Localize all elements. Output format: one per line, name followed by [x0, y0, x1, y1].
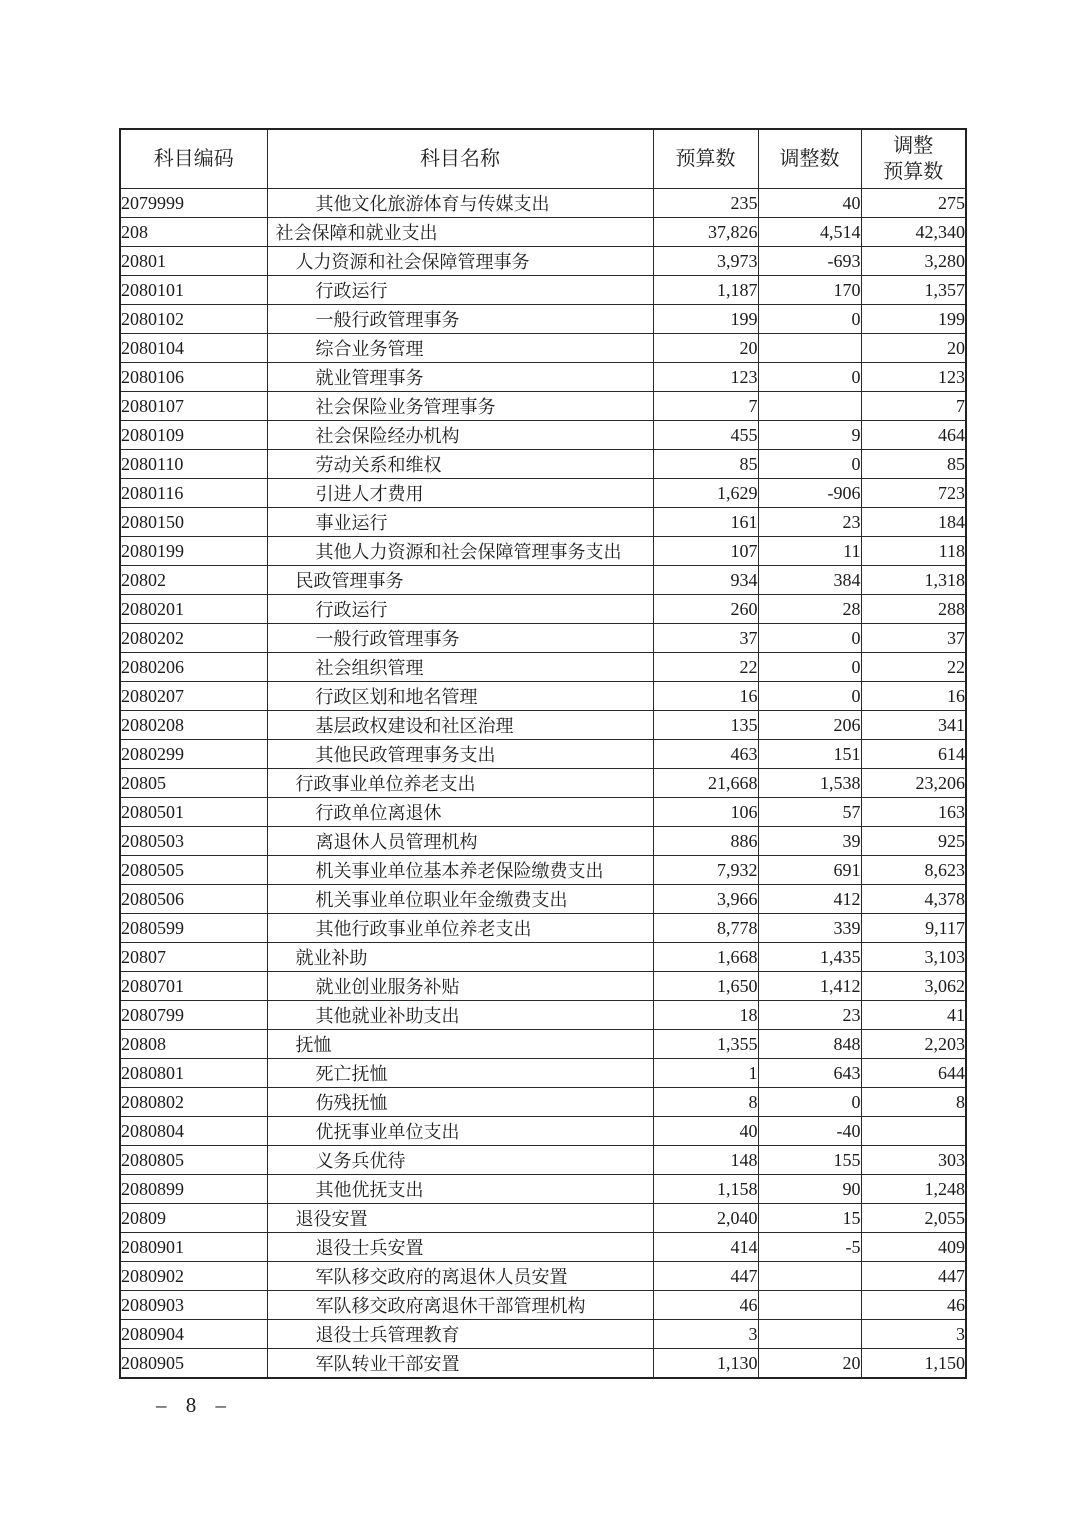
- row-budget-cell: 1,355: [653, 1030, 758, 1059]
- table-row: [120, 247, 966, 276]
- row-adjustment-cell: -40: [758, 1117, 861, 1146]
- row-adjustment-cell: 0: [758, 653, 861, 682]
- row-budget-cell: 199: [653, 305, 758, 334]
- row-adjusted-budget-cell: 3,103: [861, 943, 966, 972]
- row-code-cell: 2080106: [120, 363, 267, 392]
- table-row: [120, 392, 966, 421]
- row-budget-cell: 1,187: [653, 276, 758, 305]
- table-row: [120, 711, 966, 740]
- row-budget-cell: 135: [653, 711, 758, 740]
- row-adjustment-cell: 39: [758, 827, 861, 856]
- row-adjusted-budget-cell: 22: [861, 653, 966, 682]
- row-budget-cell: 414: [653, 1233, 758, 1262]
- row-code-cell: 2080505: [120, 856, 267, 885]
- row-name-cell: 其他文化旅游体育与传媒支出: [267, 189, 653, 218]
- row-adjusted-budget-cell: 8,623: [861, 856, 966, 885]
- table-row: [120, 1117, 966, 1146]
- row-budget-cell: 16: [653, 682, 758, 711]
- row-name-cell: 行政事业单位养老支出: [267, 769, 653, 798]
- row-name-cell: 行政运行: [267, 276, 653, 305]
- row-adjusted-budget-cell: 3,062: [861, 972, 966, 1001]
- row-adjusted-budget-cell: 85: [861, 450, 966, 479]
- row-adjustment-cell: 28: [758, 595, 861, 624]
- row-adjustment-cell: 691: [758, 856, 861, 885]
- row-adjustment-cell: 384: [758, 566, 861, 595]
- table-header-row: [120, 129, 966, 189]
- row-adjustment-cell: 0: [758, 1088, 861, 1117]
- row-budget-cell: 1,650: [653, 972, 758, 1001]
- row-adjusted-budget-cell: 644: [861, 1059, 966, 1088]
- table-row: [120, 1233, 966, 1262]
- row-name-cell: 机关事业单位基本养老保险缴费支出: [267, 856, 653, 885]
- row-name-cell: 社会保险经办机构: [267, 421, 653, 450]
- row-code-cell: 2080109: [120, 421, 267, 450]
- table-row: [120, 276, 966, 305]
- row-adjusted-budget-cell: [861, 1117, 966, 1146]
- row-name-cell: 其他行政事业单位养老支出: [267, 914, 653, 943]
- row-code-cell: 2080299: [120, 740, 267, 769]
- table-row: [120, 1146, 966, 1175]
- row-adjustment-cell: 4,514: [758, 218, 861, 247]
- row-budget-cell: 20: [653, 334, 758, 363]
- row-code-cell: 20802: [120, 566, 267, 595]
- row-code-cell: 2080904: [120, 1320, 267, 1349]
- row-budget-cell: 463: [653, 740, 758, 769]
- row-adjusted-budget-cell: 925: [861, 827, 966, 856]
- row-budget-cell: 1,158: [653, 1175, 758, 1204]
- row-code-cell: 208: [120, 218, 267, 247]
- row-adjustment-cell: 643: [758, 1059, 861, 1088]
- row-adjustment-cell: 20: [758, 1349, 861, 1379]
- table-row: [120, 1088, 966, 1117]
- row-adjustment-cell: -693: [758, 247, 861, 276]
- row-adjustment-cell: [758, 334, 861, 363]
- row-adjustment-cell: 11: [758, 537, 861, 566]
- column-header-budget: 预算数: [653, 129, 758, 189]
- row-adjustment-cell: 0: [758, 682, 861, 711]
- row-name-cell: 退役安置: [267, 1204, 653, 1233]
- row-code-cell: 2080804: [120, 1117, 267, 1146]
- row-name-cell: 就业补助: [267, 943, 653, 972]
- row-adjustment-cell: 0: [758, 624, 861, 653]
- row-code-cell: 2080208: [120, 711, 267, 740]
- row-name-cell: 死亡抚恤: [267, 1059, 653, 1088]
- table-row: [120, 189, 966, 218]
- row-adjustment-cell: [758, 1320, 861, 1349]
- row-name-cell: 社会组织管理: [267, 653, 653, 682]
- row-adjusted-budget-cell: 118: [861, 537, 966, 566]
- row-adjustment-cell: 170: [758, 276, 861, 305]
- row-budget-cell: 886: [653, 827, 758, 856]
- table-row: [120, 305, 966, 334]
- row-budget-cell: 8: [653, 1088, 758, 1117]
- column-header-name: 科目名称: [267, 129, 653, 189]
- row-code-cell: 2080110: [120, 450, 267, 479]
- row-name-cell: 就业创业服务补贴: [267, 972, 653, 1001]
- row-code-cell: 2079999: [120, 189, 267, 218]
- row-adjusted-budget-cell: 37: [861, 624, 966, 653]
- row-code-cell: 2080101: [120, 276, 267, 305]
- row-adjusted-budget-cell: 464: [861, 421, 966, 450]
- table-header: [120, 129, 966, 189]
- row-budget-cell: 235: [653, 189, 758, 218]
- row-adjusted-budget-cell: 3,280: [861, 247, 966, 276]
- row-code-cell: 20807: [120, 943, 267, 972]
- row-budget-cell: 40: [653, 1117, 758, 1146]
- row-name-cell: 社会保障和就业支出: [267, 218, 653, 247]
- row-adjusted-budget-cell: 341: [861, 711, 966, 740]
- row-budget-cell: 85: [653, 450, 758, 479]
- row-adjustment-cell: 9: [758, 421, 861, 450]
- row-name-cell: 退役士兵安置: [267, 1233, 653, 1262]
- table-row: [120, 450, 966, 479]
- table-row: [120, 421, 966, 450]
- row-adjusted-budget-cell: 23,206: [861, 769, 966, 798]
- row-budget-cell: 18: [653, 1001, 758, 1030]
- row-adjusted-budget-cell: 1,150: [861, 1349, 966, 1379]
- table-row: [120, 914, 966, 943]
- row-adjustment-cell: 1,538: [758, 769, 861, 798]
- row-code-cell: 2080599: [120, 914, 267, 943]
- row-adjusted-budget-cell: 4,378: [861, 885, 966, 914]
- row-code-cell: 2080905: [120, 1349, 267, 1379]
- row-name-cell: 就业管理事务: [267, 363, 653, 392]
- row-code-cell: 2080206: [120, 653, 267, 682]
- row-adjusted-budget-cell: 184: [861, 508, 966, 537]
- table-body: [120, 189, 966, 1379]
- row-code-cell: 2080901: [120, 1233, 267, 1262]
- row-budget-cell: 46: [653, 1291, 758, 1320]
- row-budget-cell: 148: [653, 1146, 758, 1175]
- row-code-cell: 2080903: [120, 1291, 267, 1320]
- table-row: [120, 1291, 966, 1320]
- table-row: [120, 798, 966, 827]
- table-row: [120, 1059, 966, 1088]
- table-row: [120, 537, 966, 566]
- row-name-cell: 综合业务管理: [267, 334, 653, 363]
- row-name-cell: 退役士兵管理教育: [267, 1320, 653, 1349]
- row-code-cell: 2080799: [120, 1001, 267, 1030]
- table-row: [120, 1349, 966, 1379]
- row-budget-cell: 22: [653, 653, 758, 682]
- row-budget-cell: 37: [653, 624, 758, 653]
- row-name-cell: 一般行政管理事务: [267, 624, 653, 653]
- row-adjustment-cell: [758, 392, 861, 421]
- row-adjusted-budget-cell: 16: [861, 682, 966, 711]
- row-budget-cell: 1,130: [653, 1349, 758, 1379]
- row-name-cell: 民政管理事务: [267, 566, 653, 595]
- row-budget-cell: 3,966: [653, 885, 758, 914]
- row-adjusted-budget-cell: 20: [861, 334, 966, 363]
- row-budget-cell: 21,668: [653, 769, 758, 798]
- row-name-cell: 行政区划和地名管理: [267, 682, 653, 711]
- row-code-cell: 2080201: [120, 595, 267, 624]
- row-name-cell: 优抚事业单位支出: [267, 1117, 653, 1146]
- row-adjustment-cell: 90: [758, 1175, 861, 1204]
- row-adjusted-budget-cell: 163: [861, 798, 966, 827]
- table-row: [120, 363, 966, 392]
- table-row: [120, 943, 966, 972]
- row-adjustment-cell: 0: [758, 363, 861, 392]
- row-adjusted-budget-cell: 2,055: [861, 1204, 966, 1233]
- row-name-cell: 其他优抚支出: [267, 1175, 653, 1204]
- row-code-cell: 2080902: [120, 1262, 267, 1291]
- row-code-cell: 2080202: [120, 624, 267, 653]
- row-budget-cell: 161: [653, 508, 758, 537]
- row-adjusted-budget-cell: 275: [861, 189, 966, 218]
- row-name-cell: 劳动关系和维权: [267, 450, 653, 479]
- row-name-cell: 抚恤: [267, 1030, 653, 1059]
- row-adjustment-cell: 15: [758, 1204, 861, 1233]
- row-adjusted-budget-cell: 9,117: [861, 914, 966, 943]
- column-header-adjustment: 调整数: [758, 129, 861, 189]
- row-adjusted-budget-cell: 42,340: [861, 218, 966, 247]
- row-name-cell: 行政运行: [267, 595, 653, 624]
- row-adjusted-budget-cell: 723: [861, 479, 966, 508]
- row-code-cell: 2080506: [120, 885, 267, 914]
- row-code-cell: 2080701: [120, 972, 267, 1001]
- row-adjustment-cell: 1,412: [758, 972, 861, 1001]
- table-row: [120, 595, 966, 624]
- row-budget-cell: 123: [653, 363, 758, 392]
- row-adjusted-budget-cell: 199: [861, 305, 966, 334]
- row-code-cell: 2080801: [120, 1059, 267, 1088]
- table-row: [120, 856, 966, 885]
- row-adjusted-budget-cell: 7: [861, 392, 966, 421]
- row-code-cell: 2080805: [120, 1146, 267, 1175]
- table-row: [120, 566, 966, 595]
- row-budget-cell: 1: [653, 1059, 758, 1088]
- row-name-cell: 其他就业补助支出: [267, 1001, 653, 1030]
- row-adjusted-budget-cell: 288: [861, 595, 966, 624]
- row-code-cell: 2080150: [120, 508, 267, 537]
- table-row: [120, 508, 966, 537]
- column-header-adjusted-budget-line2: 预算数: [883, 161, 944, 183]
- row-budget-cell: 107: [653, 537, 758, 566]
- row-adjusted-budget-cell: 46: [861, 1291, 966, 1320]
- row-name-cell: 一般行政管理事务: [267, 305, 653, 334]
- row-code-cell: 20801: [120, 247, 267, 276]
- row-adjusted-budget-cell: 303: [861, 1146, 966, 1175]
- column-header-code: 科目编码: [120, 129, 267, 189]
- table-row: [120, 1320, 966, 1349]
- table-row: [120, 1204, 966, 1233]
- table-row: [120, 334, 966, 363]
- row-adjusted-budget-cell: 41: [861, 1001, 966, 1030]
- row-adjusted-budget-cell: 8: [861, 1088, 966, 1117]
- row-budget-cell: 8,778: [653, 914, 758, 943]
- row-budget-cell: 3,973: [653, 247, 758, 276]
- row-name-cell: 行政单位离退休: [267, 798, 653, 827]
- row-adjustment-cell: 0: [758, 305, 861, 334]
- table-row: [120, 972, 966, 1001]
- row-name-cell: 社会保险业务管理事务: [267, 392, 653, 421]
- table-row: [120, 653, 966, 682]
- row-name-cell: 军队移交政府离退休干部管理机构: [267, 1291, 653, 1320]
- budget-table: [119, 128, 967, 1379]
- row-name-cell: 事业运行: [267, 508, 653, 537]
- column-header-adjusted-budget-line1: 调整: [893, 135, 934, 157]
- row-adjusted-budget-cell: 409: [861, 1233, 966, 1262]
- table-row: [120, 885, 966, 914]
- row-name-cell: 引进人才费用: [267, 479, 653, 508]
- row-adjustment-cell: 40: [758, 189, 861, 218]
- row-adjustment-cell: 848: [758, 1030, 861, 1059]
- table-row: [120, 769, 966, 798]
- table-row: [120, 682, 966, 711]
- table-row: [120, 218, 966, 247]
- row-code-cell: 2080107: [120, 392, 267, 421]
- row-budget-cell: 1,668: [653, 943, 758, 972]
- row-adjusted-budget-cell: 123: [861, 363, 966, 392]
- row-name-cell: 人力资源和社会保障管理事务: [267, 247, 653, 276]
- row-adjustment-cell: -5: [758, 1233, 861, 1262]
- row-budget-cell: 7,932: [653, 856, 758, 885]
- row-budget-cell: 447: [653, 1262, 758, 1291]
- row-code-cell: 2080102: [120, 305, 267, 334]
- row-budget-cell: 455: [653, 421, 758, 450]
- row-code-cell: 20808: [120, 1030, 267, 1059]
- row-name-cell: 义务兵优待: [267, 1146, 653, 1175]
- row-code-cell: 2080104: [120, 334, 267, 363]
- row-budget-cell: 1,629: [653, 479, 758, 508]
- row-adjustment-cell: 23: [758, 508, 861, 537]
- row-budget-cell: 7: [653, 392, 758, 421]
- table-row: [120, 827, 966, 856]
- row-code-cell: 2080199: [120, 537, 267, 566]
- footer-page-number: – 8 –: [156, 1393, 228, 1417]
- table-row: [120, 740, 966, 769]
- row-adjusted-budget-cell: 1,318: [861, 566, 966, 595]
- row-adjustment-cell: 57: [758, 798, 861, 827]
- row-adjustment-cell: [758, 1291, 861, 1320]
- row-code-cell: 20809: [120, 1204, 267, 1233]
- row-name-cell: 军队移交政府的离退休人员安置: [267, 1262, 653, 1291]
- row-adjusted-budget-cell: 2,203: [861, 1030, 966, 1059]
- table-row: [120, 624, 966, 653]
- table-row: [120, 1175, 966, 1204]
- table-row: [120, 479, 966, 508]
- table-row: [120, 1001, 966, 1030]
- row-name-cell: 伤残抚恤: [267, 1088, 653, 1117]
- row-adjustment-cell: 412: [758, 885, 861, 914]
- row-code-cell: 2080501: [120, 798, 267, 827]
- table-row: [120, 1262, 966, 1291]
- row-code-cell: 2080116: [120, 479, 267, 508]
- row-name-cell: 离退休人员管理机构: [267, 827, 653, 856]
- row-name-cell: 军队转业干部安置: [267, 1349, 653, 1379]
- row-name-cell: 机关事业单位职业年金缴费支出: [267, 885, 653, 914]
- row-budget-cell: 37,826: [653, 218, 758, 247]
- row-adjustment-cell: [758, 1262, 861, 1291]
- row-adjustment-cell: 23: [758, 1001, 861, 1030]
- row-adjustment-cell: 151: [758, 740, 861, 769]
- row-budget-cell: 934: [653, 566, 758, 595]
- row-adjusted-budget-cell: 614: [861, 740, 966, 769]
- row-adjusted-budget-cell: 1,248: [861, 1175, 966, 1204]
- row-budget-cell: 106: [653, 798, 758, 827]
- row-code-cell: 2080899: [120, 1175, 267, 1204]
- row-adjusted-budget-cell: 3: [861, 1320, 966, 1349]
- row-adjustment-cell: -906: [758, 479, 861, 508]
- row-name-cell: 基层政权建设和社区治理: [267, 711, 653, 740]
- column-header-adjusted-budget: [861, 129, 966, 189]
- table-row: [120, 1030, 966, 1059]
- row-adjustment-cell: 1,435: [758, 943, 861, 972]
- row-code-cell: 2080207: [120, 682, 267, 711]
- row-budget-cell: 260: [653, 595, 758, 624]
- row-adjusted-budget-cell: 1,357: [861, 276, 966, 305]
- row-code-cell: 2080503: [120, 827, 267, 856]
- row-name-cell: 其他民政管理事务支出: [267, 740, 653, 769]
- row-budget-cell: 2,040: [653, 1204, 758, 1233]
- row-code-cell: 2080802: [120, 1088, 267, 1117]
- row-budget-cell: 3: [653, 1320, 758, 1349]
- row-code-cell: 20805: [120, 769, 267, 798]
- row-adjustment-cell: 155: [758, 1146, 861, 1175]
- row-name-cell: 其他人力资源和社会保障管理事务支出: [267, 537, 653, 566]
- row-adjustment-cell: 0: [758, 450, 861, 479]
- row-adjusted-budget-cell: 447: [861, 1262, 966, 1291]
- row-adjustment-cell: 339: [758, 914, 861, 943]
- row-adjustment-cell: 206: [758, 711, 861, 740]
